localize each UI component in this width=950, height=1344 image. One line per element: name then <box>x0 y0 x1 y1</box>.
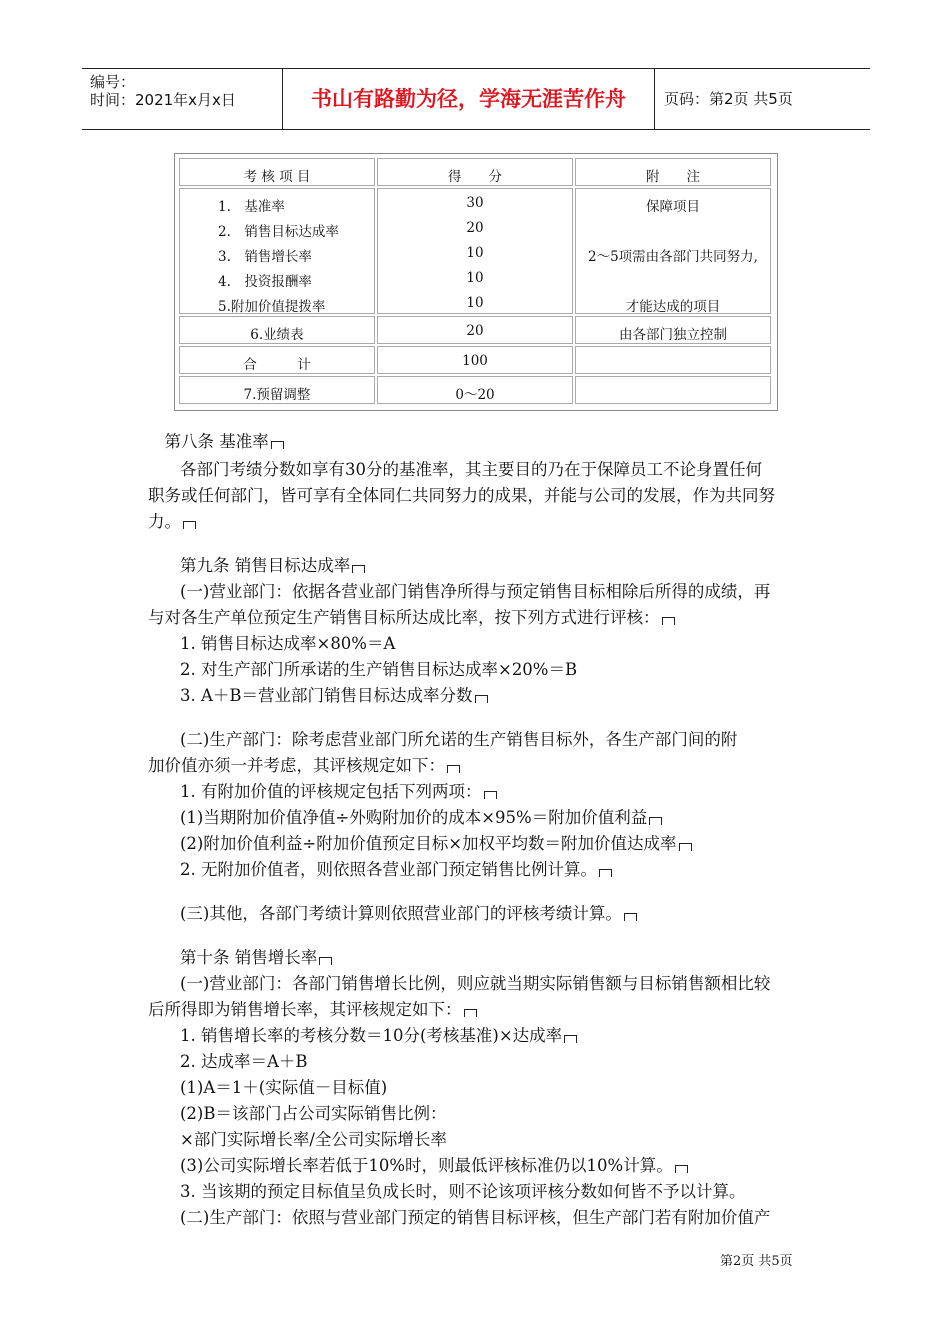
list-item: 2. 对生产部门所承诺的生产销售目标达成率×20%＝B <box>180 660 578 679</box>
assessment-table <box>174 153 778 411</box>
paragraph-line: 后所得即为销售增长率，其评核规定如下： <box>148 998 477 1022</box>
table-row <box>377 316 573 344</box>
list-item: 2. 达成率＝A＋B <box>180 1052 308 1071</box>
paragraph-line: 职务或任何部门，皆可享有全体同仁共同努力的成果，并能与公司的发展，作为共同努 <box>148 486 775 505</box>
table-row <box>179 316 375 344</box>
table-header-cell <box>179 158 375 186</box>
score-6: 20 <box>466 323 484 339</box>
page-footer: 第2页 共5页 <box>720 1254 793 1269</box>
item-1: 1. 基准率 <box>218 199 285 215</box>
paragraph-line: 与对各生产单位预定生产销售目标所达成比率，按下列方式进行评核： <box>148 606 675 630</box>
page-header <box>82 68 870 130</box>
paragraph-line: (一)营业部门：各部门销售增长比例，则应就当期实际销售额与目标销售额相比较 <box>180 974 771 993</box>
header-item-label: 考 核 项 目 <box>243 169 311 185</box>
table-header-cell <box>377 158 573 186</box>
paragraph-line: (一)营业部门：依据各营业部门销售净所得与预定销售目标相除后所得的成绩，再 <box>180 582 771 601</box>
header-meta <box>82 69 282 129</box>
item-7: 7.预留调整 <box>243 387 311 403</box>
header-divider <box>654 69 655 129</box>
table-row <box>377 346 573 374</box>
list-item: 3. A＋B＝营业部门销售目标达成率分数 <box>180 684 488 708</box>
score-2: 20 <box>466 220 484 236</box>
total-score: 100 <box>462 353 488 369</box>
note-achieve: 才能达成的项目 <box>625 299 721 315</box>
table-row <box>179 376 375 404</box>
paragraph-line: 各部门考绩分数如享有30分的基准率，其主要目的乃在于保障员工不论身置任何 <box>180 460 762 479</box>
note-joint-effort: 2～5项需由各部门共同努力, <box>588 249 758 265</box>
item-5: 5.附加价值提拨率 <box>218 299 326 315</box>
score-4: 10 <box>466 270 484 286</box>
list-item: 1. 销售增长率的考核分数＝10分(考核基准)×达成率 <box>180 1024 577 1048</box>
list-item: 1. 有附加价值的评核规定包括下列两项： <box>180 780 497 804</box>
list-item: (2)附加价值利益÷附加价值预定目标×加权平均数＝附加价值达成率 <box>180 832 692 856</box>
table-row <box>575 316 771 344</box>
list-item: (3)公司实际增长率若低于10%时，则最低评核标准仍以10%计算。 <box>180 1154 688 1178</box>
table-cell-notes <box>575 188 771 314</box>
table-cell-scores <box>377 188 573 314</box>
total-label: 合 计 <box>243 357 311 373</box>
list-item: ×部门实际增长率/全公司实际增长率 <box>180 1130 447 1149</box>
note-6: 由各部门独立控制 <box>619 327 727 343</box>
item-3: 3. 销售增长率 <box>218 249 312 265</box>
list-item: 1. 销售目标达成率×80%＝A <box>180 634 396 653</box>
table-row <box>575 376 771 404</box>
score-5: 10 <box>466 295 484 311</box>
paragraph-line: (二)生产部门：依照与营业部门预定的销售目标评核，但生产部门若有附加价值产 <box>180 1208 771 1227</box>
note-guarantee: 保障项目 <box>646 199 700 215</box>
article-8-heading: 第八条 基准率 <box>148 430 284 454</box>
list-item: (1)当期附加价值净值÷外购附加价的成本×95%＝附加价值利益 <box>180 806 662 830</box>
score-1: 30 <box>466 195 484 211</box>
paragraph-line: (二)生产部门：除考虑营业部门所允诺的生产销售目标外，各生产部门间的附 <box>180 730 738 749</box>
list-item: 2. 无附加价值者，则依照各营业部门预定销售比例计算。 <box>180 858 612 882</box>
list-item: (2)B＝该部门占公司实际销售比例： <box>180 1104 447 1123</box>
score-7: 0～20 <box>455 387 495 403</box>
list-item: 3. 当该期的预定目标值呈负成长时，则不论该项评核分数如何皆不予以计算。 <box>180 1182 746 1201</box>
header-note-label: 附 注 <box>646 169 700 185</box>
paragraph-line: (三)其他，各部门考绩计算则依照营业部门的评核考绩计算。 <box>180 902 637 926</box>
article-9-heading: 第九条 销售目标达成率 <box>180 554 365 578</box>
table-header-cell <box>575 158 771 186</box>
header-time: 时间：2021年x月x日 <box>90 91 236 109</box>
table-row <box>575 346 771 374</box>
table-row <box>377 376 573 404</box>
table-row <box>179 346 375 374</box>
article-10-heading: 第十条 销售增长率 <box>180 946 332 970</box>
item-6: 6.业绩表 <box>250 327 304 343</box>
table-cell-items <box>179 188 375 314</box>
paragraph-line: 加价值亦须一并考虑，其评核规定如下： <box>148 754 460 778</box>
paragraph-line: 力。 <box>148 510 196 534</box>
list-item: (1)A＝1＋(实际值－目标值) <box>180 1078 388 1097</box>
score-3: 10 <box>466 245 484 261</box>
item-4: 4. 投资报酬率 <box>218 274 312 290</box>
header-number: 编号： <box>90 73 136 91</box>
header-score-label: 得 分 <box>448 169 502 185</box>
header-motto: 书山有路勤为径，学海无涯苦作舟 <box>311 87 626 111</box>
item-2: 2. 销售目标达成率 <box>218 224 339 240</box>
header-page-number: 页码：第2页 共5页 <box>664 90 793 108</box>
